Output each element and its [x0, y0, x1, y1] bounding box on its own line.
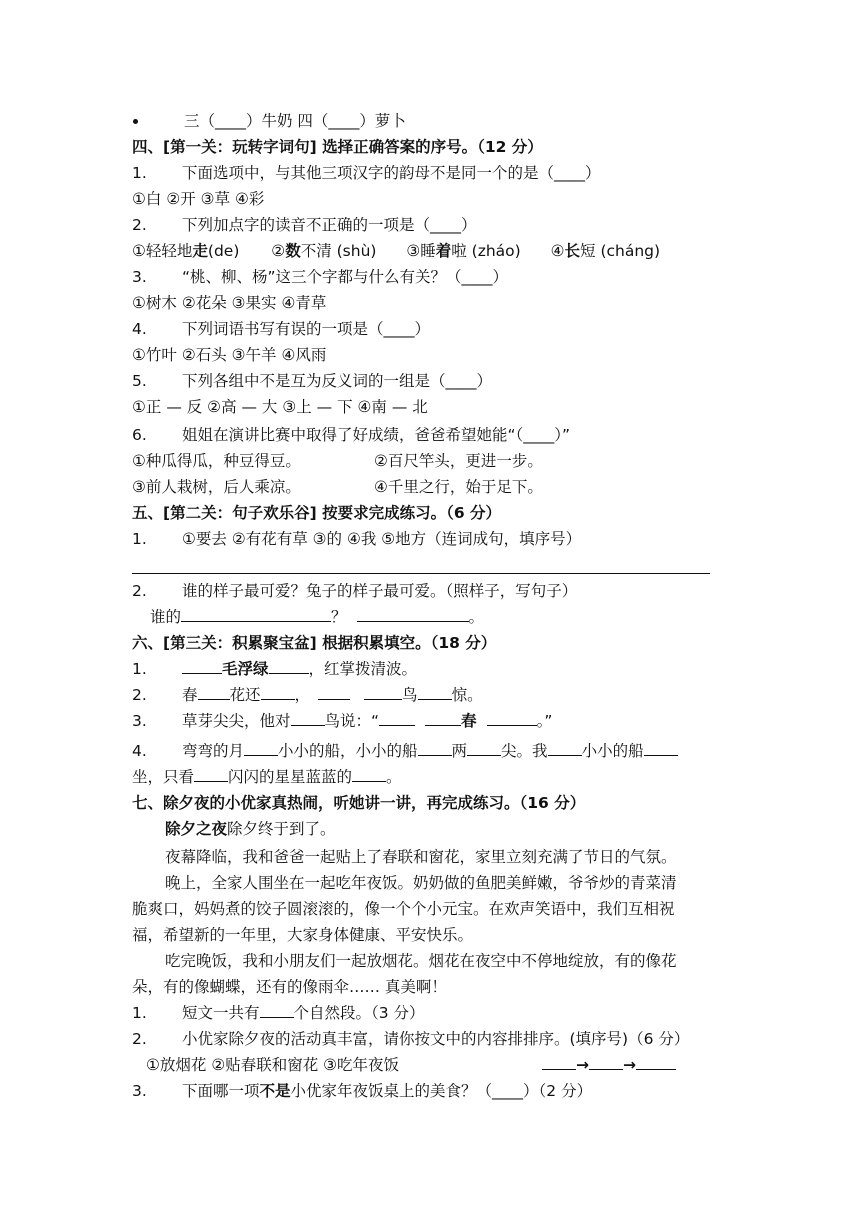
s4-q5: 5. 下列各组中不是互为反义词的一组是（____）	[132, 372, 493, 390]
blank-field[interactable]	[318, 684, 350, 700]
s6-l4-cont: 坐，只看 闪闪的星星蓝蓝的 。	[132, 768, 402, 786]
section-6-title: 六、[第三关：积累聚宝盆] 根据积累填空。（18 分）	[132, 634, 497, 652]
blank-field[interactable]	[379, 710, 415, 726]
blank-field[interactable]	[291, 710, 325, 726]
blank-field[interactable]	[260, 1002, 294, 1018]
blank-field[interactable]	[198, 684, 230, 700]
blank-field[interactable]	[244, 740, 278, 756]
s4-q6: 6. 姐姐在演讲比赛中取得了好成绩，爸爸希望她能“（____）”	[132, 426, 571, 444]
passage-p1: 夜幕降临，我和爸爸一起贴上了春联和窗花，家里立刻充满了节日的气氛。	[165, 848, 677, 866]
passage-p3a: 吃完晚饭，我和小朋友们一起放烟花。烟花在夜空中不停地绽放，有的像花	[165, 952, 677, 970]
s6-l2: 2. 春 花还 ， 鸟 惊。	[132, 686, 483, 704]
s4-q1-options: ①白 ②开 ③草 ④彩	[132, 190, 265, 208]
passage-p2a: 晚上，全家人围坐在一起吃年夜饭。奶奶做的鱼肥美鲜嫩，爷爷炒的青菜清	[165, 874, 677, 892]
s4-q6-options-row2: ③前人栽树，后人乘凉。 ④千里之行，始于足下。	[132, 478, 543, 496]
s7-q3: 3. 下面哪一项不是小优家年夜饭桌上的美食？（____）（2 分）	[132, 1082, 593, 1100]
s4-q3-options: ①树木 ②花朵 ③果实 ④青草	[132, 294, 327, 312]
s7-q1: 1. 短文一共有 个自然段。（3 分）	[132, 1004, 425, 1022]
s7-q2-options: ①放烟花 ②贴春联和窗花 ③吃年夜饭 → →	[146, 1054, 676, 1076]
answer-line[interactable]	[132, 573, 710, 574]
blank-field[interactable]	[418, 740, 452, 756]
blank-field[interactable]	[182, 658, 222, 674]
s4-q1: 1. 下面选项中，与其他三项汉字的韵母不是同一个的是（____）	[132, 164, 601, 182]
blank-field[interactable]	[644, 740, 678, 756]
blank-field[interactable]	[425, 710, 461, 726]
blank-field[interactable]	[357, 606, 469, 622]
s4-q2: 2. 下列加点字的读音不正确的一项是（____）	[132, 216, 477, 234]
arrow-right-icon: →	[623, 1056, 636, 1074]
blank-field[interactable]	[269, 658, 309, 674]
section-5-title: 五、[第二关：句子欢乐谷] 按要求完成练习。（6 分）	[132, 504, 501, 522]
arrow-right-icon: →	[576, 1056, 589, 1074]
top-line	[132, 110, 406, 132]
blank-field[interactable]	[418, 684, 452, 700]
passage-p2b: 脆爽口，妈妈煮的饺子圆滚滚的，像一个个小元宝。在欢声笑语中，我们互相祝	[132, 900, 675, 918]
blank-field[interactable]	[467, 740, 501, 756]
s6-l1: 1. 毛浮绿 ，红掌拨清波。	[132, 660, 418, 678]
s6-l3: 3. 草芽尖尖，他对 鸟说：“ 春 。”	[132, 712, 553, 730]
blank-field[interactable]	[261, 684, 295, 700]
s5-q2-answer: 谁的 ？ 。	[150, 608, 485, 626]
s4-q6-options-row1: ①种瓜得瓜，种豆得豆。 ②百尺竿头，更进一步。	[132, 452, 543, 470]
blank-field[interactable]	[542, 1054, 576, 1070]
s7-q2: 2. 小优家除夕夜的活动真丰富，请你按文中的内容排排序。(填序号)（6 分）	[132, 1030, 690, 1048]
blank-field[interactable]	[589, 1054, 623, 1070]
s4-q3: 3. “桃、柳、杨”这三个字都与什么有关？（____）	[132, 268, 509, 286]
passage-title: 除夕之夜除夕终于到了。	[165, 820, 336, 838]
s6-l4: 4. 弯弯的月 小小的船，小小的船 两 尖。我 小小的船	[132, 740, 678, 762]
bullet-icon	[133, 119, 138, 124]
s4-q4: 4. 下列词语书写有误的一项是（____）	[132, 320, 431, 338]
s4-q4-options: ①竹叶 ②石头 ③午羊 ④风雨	[132, 346, 327, 364]
blank-field[interactable]	[352, 766, 386, 782]
blank-field[interactable]	[636, 1054, 676, 1070]
blank-field[interactable]	[181, 606, 331, 622]
s5-q2: 2. 谁的样子最可爱？兔子的样子最可爱。（照样子，写句子）	[132, 582, 578, 600]
top-line-text: 三（____）牛奶 四（____）萝卜	[184, 112, 406, 130]
blank-field[interactable]	[487, 710, 537, 726]
blank-field[interactable]	[548, 740, 582, 756]
blank-field[interactable]	[194, 766, 228, 782]
passage-p3b: 朵，有的像蝴蝶，还有的像雨伞…… 真美啊！	[132, 978, 447, 996]
s5-q1: 1. ①要去 ②有花有草 ③的 ④我 ⑤地方（连词成句，填序号）	[132, 530, 582, 548]
passage-p2c: 福，希望新的一年里，大家身体健康、平安快乐。	[132, 926, 474, 944]
section-7-title: 七、除夕夜的小优家真热闹，听她讲一讲，再完成练习。（16 分）	[132, 794, 586, 812]
section-4-title: 四、[第一关：玩转字词句] 选择正确答案的序号。（12 分）	[132, 138, 543, 156]
s4-q5-options: ①正 — 反 ②高 — 大 ③上 — 下 ④南 — 北	[132, 398, 428, 416]
blank-field[interactable]	[364, 684, 402, 700]
s4-q2-options: ①轻轻地走(de) ②数不清 (shù) ③睡着啦 (zháo) ④长短 (cháng)	[132, 242, 661, 260]
